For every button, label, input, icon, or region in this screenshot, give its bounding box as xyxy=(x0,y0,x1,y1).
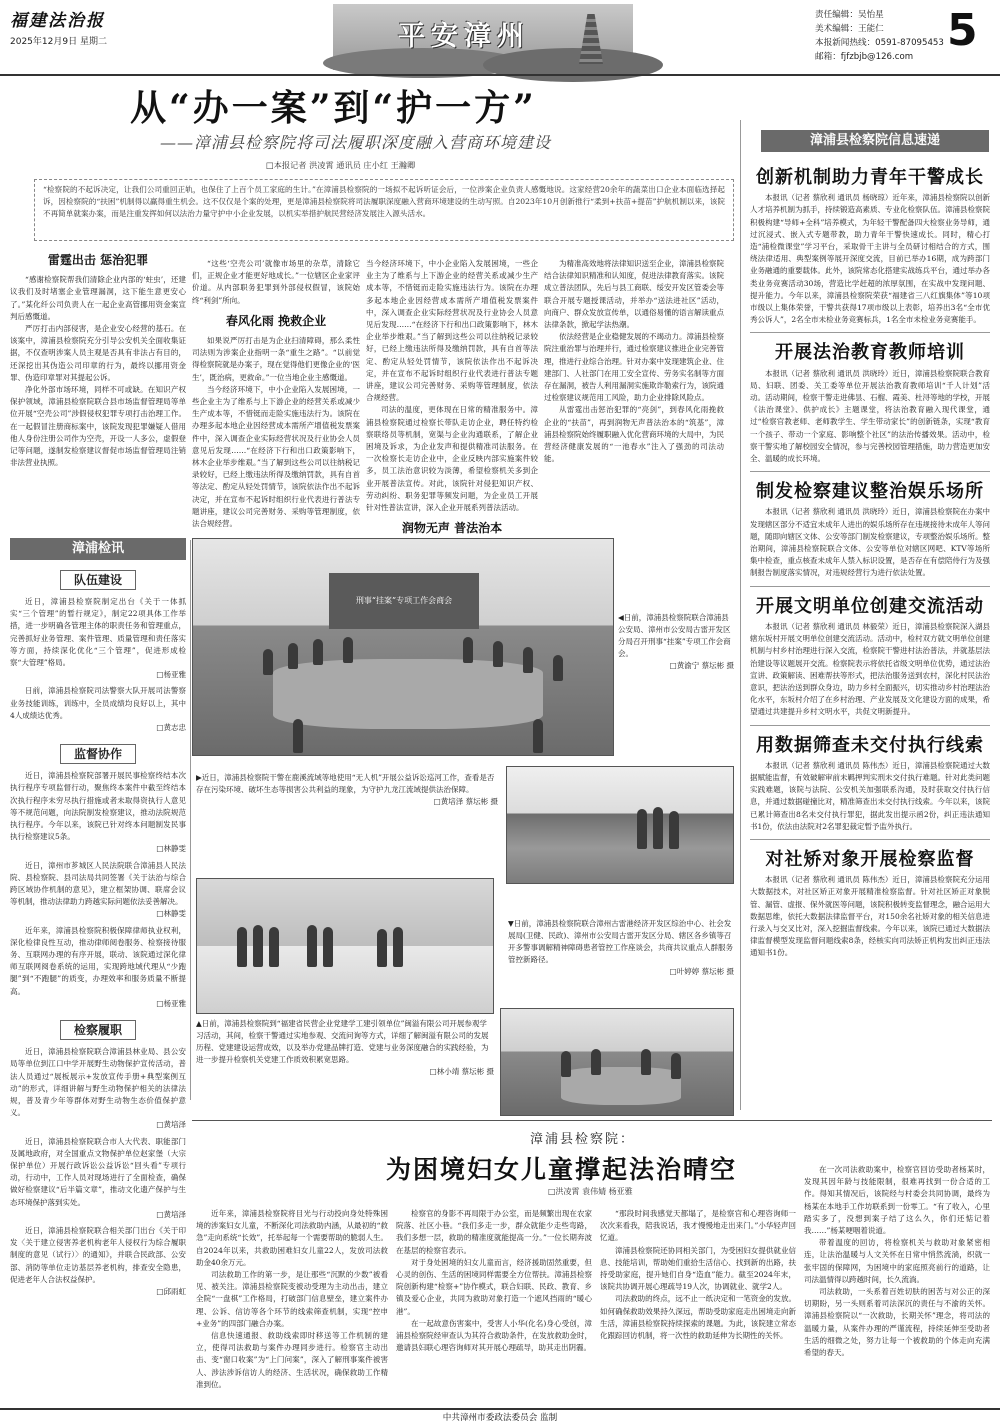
brief-divider xyxy=(750,586,990,587)
article-column-1 xyxy=(10,248,186,516)
article-paragraph: 依法经营是企业稳健发展的不竭动力。漳浦县检察院注重治罪与治理并行，通过检察建议推进企业完善管理，推进行业综合治理。针对办案中发现建筑企业、住建部门、人社部门在用工安全宣传、劳务实名制等方面存在漏洞，被告人利用漏洞实施欺诈勒索行为，该院通过检察建议规范用工风险，助力企业排除风险点。 xyxy=(544,332,724,403)
feature-paragraph: 在一次司法救助案中，检察官回访受助者杨某时，发现其因年龄与技能限制，很难再找到一份合适的工作。得知其情况后，该院经与村委会共同协调，最终为杨某在本地手工作坊联系到一份零工。“有了收入，心里踏实多了，没想到案子结了这么久，你们还惦记着我……”杨某哽咽着说道。 xyxy=(804,1165,990,1236)
news-brief-text: 本报讯（记者 蔡欣利 通讯员 陈伟杰）近日，漳浦县检察院通过大数据赋能监督，有效破解审前未羁押判实刑未交付执行难题。针对此类问题实践难题，该院与法院、公安机关加强联系沟通，及时获取交付执行信息，并通过数据碰撞比对，精准筛查出未交付执行线索。今年以来，该院已累计筛查出8名未交付执行罪犯，据此发出提示函2份，纠正违法通知书1份，依法由法院对2名罪犯裁定暂予监外执行。 xyxy=(750,760,990,831)
feature-column-3 xyxy=(600,1208,796,1404)
article-paragraph: 严厉打击内部侵害，是企业安心经营的基石。在该案中，漳浦县检察院充分引导公安机关全面收集证据，不仅查明涉案人员主观是否具有非法占有目的，还深挖出其伪造公司印章的行为，最终以挪用资金罪、伪造印章罪对其提起公诉。 xyxy=(10,324,186,382)
feature-paragraph: 司法救助工作的第一步，是让那些“沉默的少数”被看见、被关注。漳浦县检察院变被动受理为主动出击，建立全院“一盘棋”工作格局，打破部门信息壁垒，建立案件办理、公诉、信访等各个环节的线索筛查机制，实现“控申+业务”的四部门融合办案。 xyxy=(196,1270,388,1328)
site-photo-caption xyxy=(508,918,734,978)
section-heading: 雷霆出击 惩治犯罪 xyxy=(47,253,149,267)
visitor-figure xyxy=(237,927,247,967)
attendee-figure xyxy=(591,1049,601,1075)
river-photo xyxy=(506,766,734,884)
news-brief-text: 本报讯（记者 蔡欣利 通讯员 洪晓玲）近日，漳浦县检察院联合教育局、妇联、团委、关工委等单位开展法治教育教师培训“千人计划”活动。活动期间，检察干警走进佛昙、石榴、霞美、杜浔等地的学校，开展《法治课堂》、供护成长》主题课堂，将法治教育融入现代课堂，通过“检察官教老师、老师教学生、学生带动家长”的创新链条，实现“教育一个孩子、带动一个家庭、影响整个社区”的法治传播效果。活动中，检察干警实地了解校园安全情况，参与完善校园管理措施，助力营造更加安全、温暖的成长环境。 xyxy=(750,368,990,464)
section-banner xyxy=(333,4,633,70)
news-brief-text: 本报讯（记者 蔡欣利 通讯员 陈伟杰）近日，漳浦县检察院充分运用大数据技术，对社区矫正对象开展精准检察监督。针对社区矫正对象脱管、漏管、虚报、保外就医等问题，该院积极转变监督理念，融合运用大数据思维，依托大数据法律监督平台，对150余名社矫对象的相关信息进行录入与交叉比对，深入挖掘监督线索。今年以来，该院已通过大数据法律监督模型发现监督问题线索8条，经核实向司法矫正机构发出纠正违法通知书1份。 xyxy=(750,875,990,958)
sidebar-item: 日前，漳浦县检察院司法警察大队开展司法警察业务技能训练，训练中，全员成绩均良好以上，其中4人成绩达优秀。 xyxy=(10,686,186,720)
pagoda-icon xyxy=(579,14,603,64)
news-brief-text: 本报讯（记者 蔡欣利 通讯员 杨晓琼）近年来，漳浦县检察院以创新人才培养机制为抓手，持续锻造高素质、专业化检察队伍。漳浦县检察院积极构建“导师+全科”培养模式，为年轻干警配备四大检察业务导师，通过沉浸式、嵌入式专题带教，助力青年干警快速成长。同时，精心打造“浦检微课堂”学习平台，采取骨干主讲与全员研讨相结合的方式，围绕法律适用、典型案例等展开深度交流，目前已举办16期，成为跨部门业务融通的重要载体。此外，该院常态化搭建实战练兵平台，通过举办各类业务竞赛活动30场，营造比学赶超的浓厚氛围，在实战中发现问题、提升能力。今年以来，漳浦县检察院荣获“福建省三八红旗集体”等10项市级以上集体荣誉，干警共获得17项市级以上表彰，培养出3名“全市优秀公诉人”，2名全市未检业务竞赛标兵，1名全市未检业务竞赛能手。 xyxy=(750,193,990,325)
visitor-figure xyxy=(269,927,279,967)
attendee-figure xyxy=(523,647,533,673)
sidebar-item: 近日，漳州市芗城区人民法院联合漳浦县人民法院、县检察院、县司法局共同签署《关于法治与综合跨区域协作机制的意见》，建立框架协调、联席会议等机制，推动法律助力跨越实际问题依法妥善解决。 xyxy=(10,860,186,907)
article-paragraph: 当今经济环境下，中小企业陷入发展困境，一些企业主为了维系与上下游企业的经营关系或减少生产成本等，不惜铤而走险实施违法行为。该院在办理多起本地企业因经营成本需所产增值税发票案件中，深入调查企业实际经营状况及行业协会人员意见后发现……“在经济下行和出口政策影响下，林木企业举步维艰。”当了解到这些公司以往纳税记录较好，已经上缴违法所得及缴纳罚款，具有自首等法定、酌定从轻处罚情节，该院依法作出不起诉决定，并在宣布不起诉时组织行业代表进行普法专题讲座，建议公司完善财务、采购等管理制度，依法合规经营。 xyxy=(366,259,538,403)
news-brief-heading: 制发检察建议整治娱乐场所 xyxy=(756,481,984,503)
attendee-figure xyxy=(263,649,273,675)
photo-credit: □黄渝宁 蔡坛彬 摄 xyxy=(669,661,734,670)
article-column-4 xyxy=(544,258,724,530)
attendee-figure xyxy=(641,1049,651,1075)
symposium-photo xyxy=(500,1008,734,1116)
article-paragraph: 当今经济环境下，中小企业陷入发展困境，一些企业主为了维系与上下游企业的经营关系或减少生产成本等，不惜铤而走险实施违法行为。该院在办理多起本地企业因经营成本需所产增值税发票案件中，深入调查企业实际经营状况及行业协会人员意见后发现……“在经济下行和出口政策影响下，林木企业举步维艰。”当了解到这些公司以往纳税记录较好，已经上缴违法所得及缴纳罚款，具有自首等法定、酌定从轻处罚情节，该院依法作出不起诉决定，并在宣布不起诉时组织行业代表进行普法专题讲座，建议公司完善财务、采购等管理制度，依法合规经营。 xyxy=(192,384,360,529)
feature-column-1 xyxy=(196,1208,388,1404)
sidebar-news xyxy=(10,566,186,1406)
subheadline: ——漳浦县检察院将司法履职深度融入营商环境建设 xyxy=(160,133,552,152)
article-paragraph: 司法的温度，更体现在日常的精准服务中。漳浦县检察院通过检察长带队走访企业，聘任特约检察联络员等机制，宽渠与企业沟通联系，了解企业困境及诉求，为企业发声和提供精准司法服务。在一次检察长走访企业中，企业反映内部实施案件较多，员工法治意识较为淡薄，希望检察机关多到企业开展普法宣传。对此，该院针对侵犯知识产权、劳动纠纷、职务犯罪等频发问题，为企业员工开展针对性普法宣讲，深入企业开展系列普法活动。 xyxy=(366,405,538,513)
brief-divider xyxy=(750,725,990,726)
byline: □本报记者 洪凌霄 通讯员 庄小红 王瀚卿 xyxy=(266,160,416,170)
sidebar-item-credit: □黄培泽 xyxy=(156,1209,186,1219)
article-paragraph: “这些‘空壳公司’就像市场里的杂草，清除它们，正规企业才能更好地成长。”一位辖区企业家评价道。从内部职务犯罪到外部侵权假冒，该院始终“利剑”所向。 xyxy=(192,259,360,305)
feature-paragraph: 检察官的身影不再局限于办公室，而是频繁出现在农家院落、社区小巷。“我们多走一步，群众就能少走些弯路，我们多想一层，救助的精准度就能提高一分。”一位长期奔波在基层的检察官表示。 xyxy=(396,1209,592,1255)
feature-paragraph: 信息快速通报、救助线索即时移送等工作机制的建立，使得司法救助与案件办理同步进行。检察官主动出击、变“窗口收案”为“上门问案”，深入了解刑事案件被害人、涉法涉诉信访人的经济、生活状况，确保救助工作精准到位。 xyxy=(196,1331,388,1389)
photo-credit: □叶婷婷 蔡坛彬 摄 xyxy=(669,967,734,976)
sidebar-item: 近年来，漳浦县检察院积极保障律师执业权利，深化检律良性互动，推动律师阅卷服务、检察接待服务、互联网办理的有序开展，联动、该院通过深化律师互联网阅卷系统的运用，实现跨地域代理从“少跑腿”到“不跑腿”的质变，办理效率和服务质量不断提高。 xyxy=(10,925,186,996)
article-paragraph: 从雷霆出击惩治犯罪的“亮剑”，到春风化雨挽救企业的“扶苗”，再到润物无声普法治本的“筑基”，漳浦县检察院始终履职融入优化营商环境的大局中，为民营经济健康发展的“一池春水”注入了强劲的司法动能。 xyxy=(544,405,724,464)
visitor-figure xyxy=(307,925,317,967)
news-brief-text: 本报讯（记者 蔡欣利 通讯员 洪晓玲）近日，漳浦县检察院在办案中发现辖区部分不适宜未成年人进出的娱乐场所存在违规接待未成年人等问题，随即向辖区文体、公安等部门制发检察建议，专项整治娱乐场所。整治期间，漳浦县检察院联合文体、公安等单位对辖区网吧、KTV等场所集中检查，重点核查未成年人禁入标识设置，是否存在有偿陪侍行为及强制报告制度落实情况，对违规经营行为进行依法处置。 xyxy=(750,507,990,578)
hall-photo-caption xyxy=(196,1018,494,1078)
attendee-figure xyxy=(288,643,298,669)
page-title: 从“办一案”到“护一方” xyxy=(130,87,537,129)
column-divider xyxy=(740,120,741,1110)
sidebar-item-credit: □黄培泽 xyxy=(156,1120,186,1130)
news-brief-text: 本报讯（记者 蔡欣利 通讯员 林毅荣）近日，漳浦县检察院深入湖县辖东坂村开展文明单位创建交流活动。活动中，检村双方就文明单位创建机制与村乡村治理进行深入交流，检察院干警进村法治普法，并就基层法治建设等议题展开交流。检察院表示将依托省级文明单位优势，通过法治宣讲、政策解读、困难帮扶等形式，把法治服务送到农村，深化村民法治意识，把法治送到群众身边，助力乡村全面振兴，切实推动乡村治理法治化水平，东坂村介绍了在乡村治理、产业发展及文化建设方面的成果，希望通过共建提升乡村文明水平，共促文明新提升。 xyxy=(750,621,990,717)
column-divider xyxy=(190,540,191,1100)
feature-byline: □洪凌霄 袁伟婧 杨亚雅 xyxy=(548,1187,633,1196)
attendee-figure xyxy=(493,641,503,667)
attendee-figure xyxy=(671,1053,681,1079)
attendee-figure xyxy=(313,639,323,665)
news-brief-heading: 创新机制助力青年干警成长 xyxy=(756,167,984,188)
sidebar-item: 近日，漳浦县检察院联合漳浦县林业局、县公安局等单位到江口中学开展野生动物保护宣传活动，普法人员通过“展板展示+发放宣传手册+典型案例互动”的形式，详细讲解与野生动物保护相关的法律法规，普及青少年等群体对野生动物生态价值保护意义。 xyxy=(10,1047,186,1118)
article-paragraph: 为精准高效地将法律知识送至企业，漳浦县检察院结合法律知识精准和认知度，促进法律教育落实。该院成立普法团队，先后与县工商联、绥安开发区管委会等联合开展专题授课活动，并举办“送法进社区”活动，向商户、群众发放宣传单，以通俗易懂的语言解读重点法律条款，掀起学法热潮。 xyxy=(544,259,724,330)
brief-divider xyxy=(750,839,990,840)
photo-credit: □黄培泽 蔡坛彬 摄 xyxy=(433,797,498,806)
news-hotline: 本报新闻热线：0591-87095453 xyxy=(815,38,944,48)
sidebar-item: 近日，漳浦县检察院联合相关部门出台《关于印发〈关于建立侵害养老机构老年人侵权行为综合履职制度的意见（试行）〉的通知》，并联合民政部、公安部、消防等单位走访基层养老机构，排查安全隐患，促进老年人合法权益保护。 xyxy=(10,1225,186,1284)
email-address: 邮箱：fjfzbjb@126.com xyxy=(815,52,914,62)
feature-kicker: 漳浦县检察院： xyxy=(530,1132,636,1147)
caption-text: ◀日前，漳浦县检察院联合漳浦县公安局、漳州市公安局古雷开发区分局召开刑事“挂案”专项工作会商会。 xyxy=(618,613,731,658)
brief-divider xyxy=(750,471,990,472)
news-brief-heading: 对社矫对象开展检察监督 xyxy=(765,848,975,870)
banner-hill-graphic xyxy=(483,48,663,82)
sidebar-category-label: 队伍建设 xyxy=(60,570,136,590)
sidebar-item: 近日，漳浦县检察院部署开展民事检察终结本次执行程序专项监督行动，聚焦终本案件中截至终结本次执行程序未穷尽执行措施或者未取得资执行人意见等不规范问题，向法院制发检察建议，推动法院规范执行程序。今年以来，该院已针对终本问题制发民事执行检察建议5条。 xyxy=(10,771,186,842)
officer-figure xyxy=(653,807,663,849)
sidebar-item: 近日，漳浦县检察院联合市人大代表、职能部门及属地政府，对全国重点文物保护单位赵家堡（大宗保护单位）开展行政诉讼公益诉讼“回头看”专项行动，行动中，工作人员对现场进行了全面检查，确保做好检察建议“后半篇文章”，推动文化遗产保护与生态环境保护落到实处。 xyxy=(10,1136,186,1207)
visitor-figure xyxy=(323,927,333,967)
article-paragraph: 净化外部市场环境，同样不可或缺。在知识产权保护领域，漳浦县检察院联合县市场监督管理局等单位开展“空壳公司”涉假侵权犯罪专项打击治理工作。在一起假冒注册商标案中，该院发现犯罪嫌疑人借用他人身份注册公司作为空壳，开设一人多公，虚假登记等问题，遂制发检察建议督促市场监督管理局注销非法营业执照。 xyxy=(10,385,186,468)
officer-figure xyxy=(637,809,647,849)
attendee-figure xyxy=(533,719,543,753)
sidebar-item-credit: □林静雯 xyxy=(156,844,186,854)
lead-paragraph: “检察院的不起诉决定，让我们公司重回正轨，也保住了上百个员工家庭的生计。”在漳浦县检察院的一场拟不起诉听证会后，一位涉案企业负责人感慨地说。这家经营20余年的蔬菜出口企业本面临选择起诉，因检察院的“扶困”机制得以赢得重生机会。这不仅仅是个案的处理，更是漳浦县检察院将司法履职深度融入营商环境建设的生动写照。自2023年10月创新推行“柔到+扶苗+提苗”护航机制以来，该院不再简单就案办案，而是注重发挥如何以法治力量守护中小企业发展，以机实举措护航民营经济发展注入源头活水。 xyxy=(34,179,734,241)
news-brief-heading: 开展文明单位创建交流活动 xyxy=(756,595,984,617)
section-banner-title: 平安漳州 xyxy=(398,21,530,52)
feature-paragraph: 漳浦县检察院还协同相关部门，为受困妇女提供就业信息、技能培训，帮助她们重拾生活信心、找到新的出路，扶持受助家庭，提升她们自身“造血”能力。截至2024年末，该院共协调开展心理疏导19人次，协调就业、就学2人。 xyxy=(600,1245,796,1292)
sidebar-title: 漳浦检讯 xyxy=(10,538,186,560)
article-paragraph: 如果说严厉打击是为企业扫清障碍，那么柔性司法则为涉案企业指明一条“重生之路”。“以前觉得检察院就是办案子，现在觉得他们更像企业的‘医生’，既治病，更救命。”一位当地企业主感慨道。 xyxy=(192,336,360,382)
sidebar-item-credit: □林静雯 xyxy=(156,909,186,919)
news-brief-column xyxy=(750,160,990,1110)
visitor-figure xyxy=(253,925,263,967)
caption-text: ▶近日，漳浦县检察院干警在鹿溪流域等地使用“无人机”开展公益诉讼巡河工作，查看是否存在污染环境、破坏生态等损害公共利益的现象，为守护九龙江流域提供法治保障。 xyxy=(196,773,495,794)
attendee-figure xyxy=(293,719,303,753)
section-heading: 润物无声 普法治本 xyxy=(401,521,503,536)
responsible-editor: 责任编辑：吴怡星 xyxy=(815,10,884,20)
right-column-title: 漳浦县检察院信息速递 xyxy=(761,130,989,152)
page-footer: 中共漳州市委政法委员会 监制 xyxy=(0,1408,1000,1428)
photo-credit: □林小靖 蔡坛彬 摄 xyxy=(429,1067,494,1076)
article-paragraph: “感谢检察院帮我们清除企业内部的‘蛀虫’，还建议我们及时堵塞企业管理漏洞，这下能生意更安心了。”某化纤公司负责人在一起企业高管挪用资金案宣判后感慨道。 xyxy=(10,275,186,321)
caption-text: ▲日前，漳浦县检察院到“福建省民营企业党建学工建引领单位”闽溢有限公司开展参观学习活动，其间，检察干警通过实地参观、交流问询等方式，详细了解闽溢有限公司的发展历程、党建建设运营成效，以及举办党建品牌打造、党建与业务深度融合的实践经验，为进一步提升检察机关党建工作质效积累宽思路。 xyxy=(196,1019,489,1064)
meeting-photo xyxy=(192,538,614,756)
sidebar-item-credit: □杨亚雅 xyxy=(156,670,186,680)
meeting-screen-banner: 刑事“挂案”专项工作会商会 xyxy=(329,573,479,629)
feature-paragraph: 司法救助，一头系着百姓切肤的困苦与对公正的深切期盼，另一头则系着司法深沉的责任与不渝的关怀。漳浦县检察院以“一次救助，长期关怀”理念，将司法的温暖力量，从案件办理的严谨流程，持续延伸至受助者生活的细微之处，努力让每一个被救助的个体走向充满希望的春天。 xyxy=(804,1287,990,1358)
issue-date: 2025年12月9日 星期二 xyxy=(10,37,107,47)
newspaper-logo: 福建法治报 xyxy=(10,11,105,31)
meeting-photo-caption xyxy=(618,612,734,672)
attendee-figure xyxy=(463,637,473,663)
feature-paragraph: 近年来，漳浦县检察院将目光与行动投向身处特殊困境的涉案妇女儿童，不断深化司法救助内涵，从最初的“救急”走向系统“长效”，托举起每一个需要帮助的脆弱人生。自2024年以来，共救助困难妇女儿童22人，发放司法救助金40余万元。 xyxy=(196,1209,388,1267)
feature-headline: 为困境妇女儿童撑起法治晴空 xyxy=(386,1155,738,1184)
visitor-figure xyxy=(393,927,403,967)
conference-table xyxy=(561,1067,681,1105)
masthead xyxy=(0,0,1000,74)
visitor-figure xyxy=(377,929,387,967)
sidebar-item-credit: □杨亚雅 xyxy=(156,998,186,1008)
section-heading: 春风化雨 挽救企业 xyxy=(225,313,327,328)
section-divider xyxy=(192,1120,992,1121)
river-photo-caption xyxy=(196,772,498,808)
feature-column-4 xyxy=(804,1164,990,1404)
attendee-figure xyxy=(561,1051,571,1077)
news-brief-heading: 开展法治教育教师培训 xyxy=(775,342,965,364)
feature-paragraph: 对于身处困境的妇女儿童而言，经济援助固然重要，但心灵的创伤、生活的困境同样需要全方位帮扶。漳浦县检察院创新构建“检察+”协作模式，联合妇联、民政、教育、乡镇及爱心企业，共同为救助对象打造一个遮风挡雨的“暖心港”。 xyxy=(396,1257,592,1316)
sidebar-item-credit: □邱雨虹 xyxy=(156,1286,186,1296)
sidebar-category-label: 监督协作 xyxy=(60,744,136,764)
article-column-3 xyxy=(366,258,538,536)
page-number: 5 xyxy=(947,5,978,56)
brief-divider xyxy=(750,332,990,333)
sidebar-category-label: 检察履职 xyxy=(60,1020,136,1040)
feature-column-2 xyxy=(396,1208,592,1404)
feature-paragraph: “那段时间我感觉天都塌了，是检察官和心理咨询师一次次来看我，陪我说话，我才慢慢地走出来门。”小华轻声回忆道。 xyxy=(600,1209,796,1243)
feature-paragraph: 司法救助的终点，远不止一纸决定和一笔资金的发放。如何确保救助效果持久深远，帮助受助家庭走出困境走向新生活，漳浦县检察院持续探索的课题。为此，该院建立常态化跟踪回访机制，将一次性的救助延伸为长期性的关怀。 xyxy=(600,1294,796,1341)
conference-table xyxy=(273,659,543,729)
feature-paragraph: 在一起故意伤害案中，受害人小华(化名)身心受创，漳浦县检察院经审查认为其符合救助条件，在发放救助金时，邀请县妇联心理咨询师对其开展心理疏导，助其走出阴霾。 xyxy=(396,1318,592,1353)
officer-figure xyxy=(669,811,679,849)
caption-text: ▼日前，漳浦县检察院联合漳州古雷港经济开发区综治中心、社会发展局(卫健、民政)、漳州市公安局古雷开发区分局、辖区各乡镇等召开多警事调解精神障碍患者管控工作座谈会，共商共议重点人群服务管控新路径。 xyxy=(508,919,733,964)
article-column-2 xyxy=(192,258,360,530)
sidebar-item-credit: □黄志忠 xyxy=(156,723,186,733)
attendee-figure xyxy=(553,655,563,681)
masthead-divider xyxy=(0,74,1000,76)
sidebar-item: 近日，漳浦县检察院制定出台《关于一体抓实“三个管理”的暂行规定》，制定22项具体工作举措，进一步明确各管理主体的职责任务和管理重点，完善抓好业务管理、案件管理、质量管理和责任落实等方面，持续深化优化“三个管理”，促进形成检察“大管理”格局。 xyxy=(10,597,186,668)
attendee-figure xyxy=(343,637,353,663)
news-brief-heading: 用数据筛查未交付执行线索 xyxy=(756,734,984,756)
editor-info xyxy=(815,8,944,64)
art-editor: 美术编辑：王能仁 xyxy=(815,24,884,34)
exhibition-hall-photo xyxy=(196,878,494,1014)
feature-paragraph: 带着温度的回访，将检察机关与救助对象紧密相连，让法治温暖与人文关怀在日常中悄然流淌，织就一张牢固的保障网，为困境中的家庭照亮前行的道路，让司法温情得以跨越时间，长久流淌。 xyxy=(804,1238,990,1284)
